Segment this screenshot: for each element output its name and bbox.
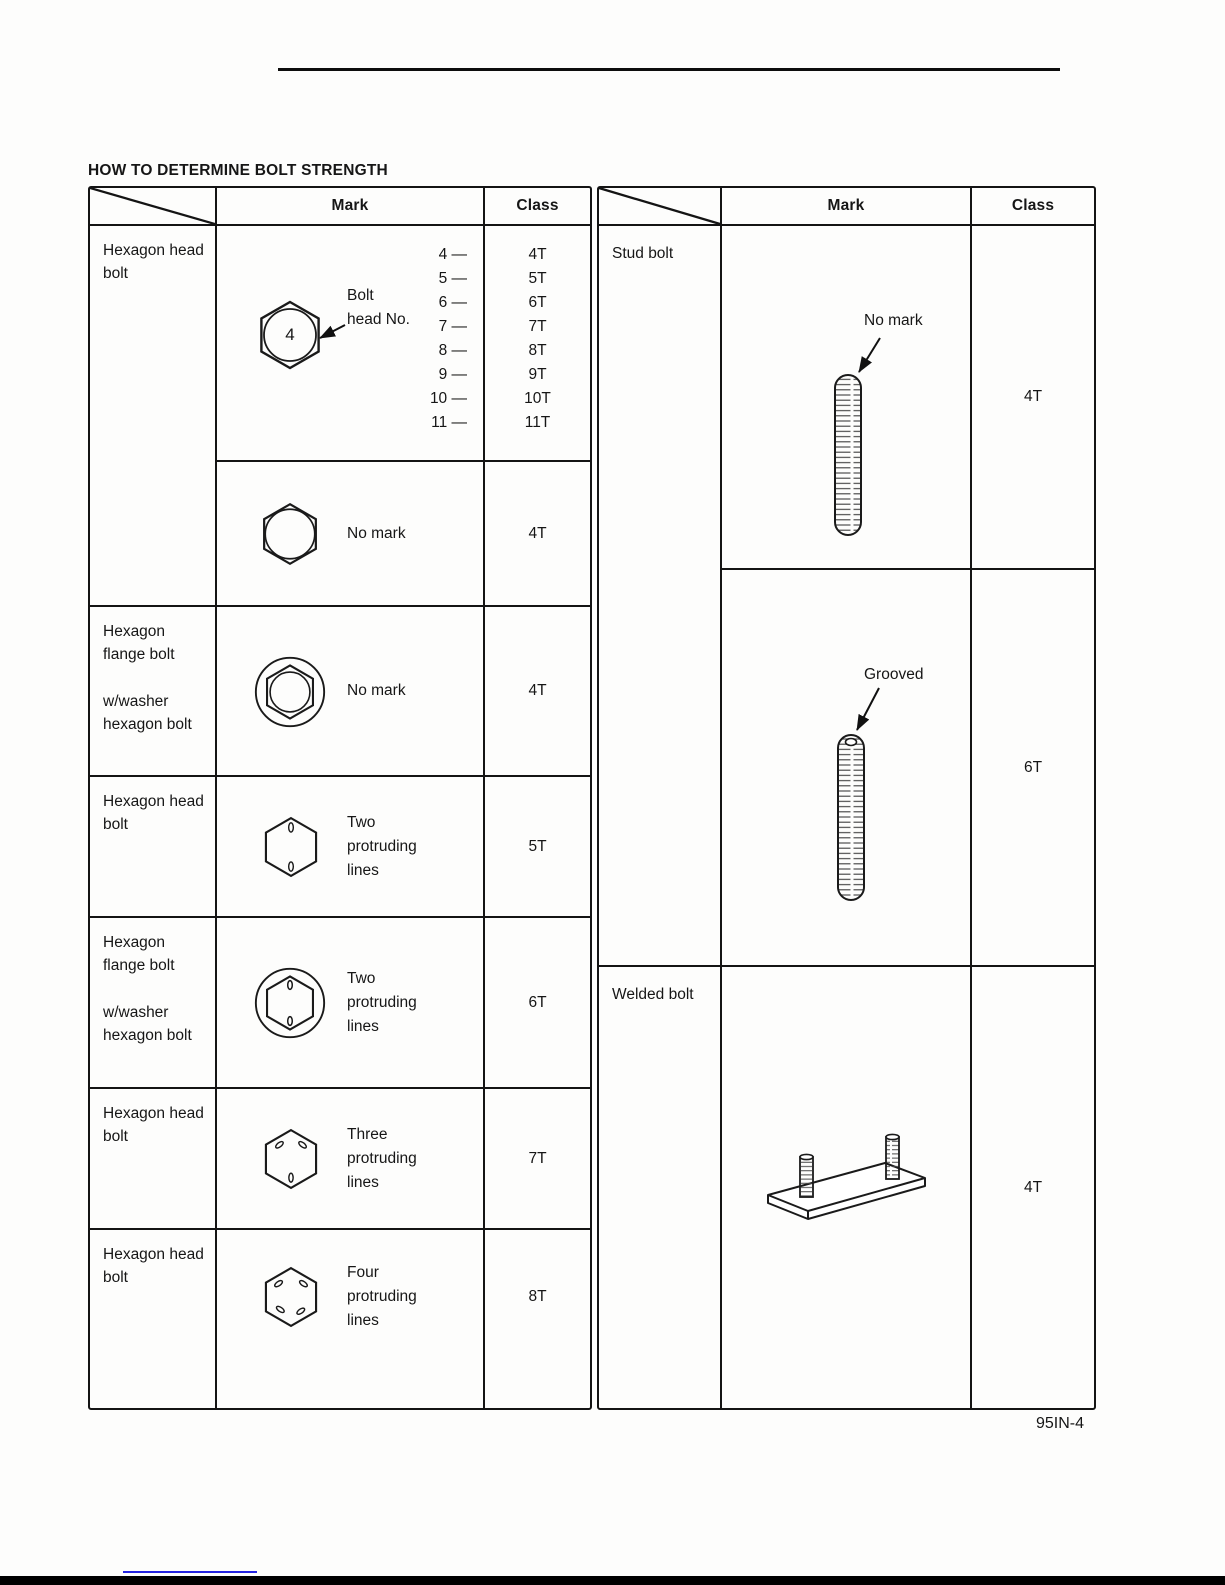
class-value: 7T [528,318,547,335]
welded-bolt-icon [722,967,972,1408]
mark-cell-four-lines [217,1230,485,1408]
class-cell-bolt-head-number [485,226,590,462]
mark-cell-two-lines [217,777,485,918]
row-label-text: Welded bolt [612,986,694,1003]
diagonal-line-icon [599,188,720,224]
row-label-hexagon-head-bolt [90,226,217,607]
row-label-text: Hexagon head bolt [103,242,204,282]
row-label-text: Hexagon flange bolt [103,623,175,663]
mark-cell-stud-grooved [722,570,972,967]
row-label-text: Hexagon head bolt [103,1246,204,1286]
bolt-number: 11 — [431,414,467,431]
class-column-header: Class [485,188,590,226]
row-label-text: Hexagon head bolt [103,1105,204,1145]
class-list [485,243,590,435]
row-label-text: Hexagon head bolt [103,793,204,833]
mark-cell-welded-bolt [722,967,972,1408]
class-cell: 5T [485,777,590,918]
row-label-hexagon-head-bolt [90,777,217,918]
class-cell: 7T [485,1089,590,1230]
class-cell-wrap [485,1230,590,1408]
mark-cell-flange-two-lines [217,918,485,1089]
bolt-number: 6 — [438,294,467,311]
row-label-hexagon-head-bolt [90,1089,217,1230]
mark-label: Grooved [864,666,924,683]
class-column-header: Class [972,188,1094,226]
mark-label: Two protruding lines [347,813,417,879]
annotation-line: head No. [347,311,410,328]
stud-bolt-grooved-icon [722,570,972,967]
mark-cell-hexagon-no-mark [217,462,485,607]
annotation-line: Bolt [347,287,374,304]
class-value: 10T [524,390,551,407]
class-value: 8T [528,342,547,359]
row-label-welded-bolt [599,967,722,1408]
mark-column-header: Mark [217,188,485,226]
row-label-hexagon-flange-bolt [90,607,217,777]
class-value: 6T [528,294,547,311]
mark-label: No mark [347,682,406,699]
mark-label: No mark [864,312,923,329]
class-value: 5T [528,270,547,287]
hexagon-no-mark-icon [257,501,323,567]
bolt-number: 5 — [438,270,467,287]
bolt-table-left [88,186,592,1410]
class-value: 9T [528,366,547,383]
class-value: 11T [524,414,551,431]
mark-label: Four protruding lines [347,1264,417,1329]
bolt-table-right [597,186,1096,1410]
bolt-number: 10 — [429,390,467,407]
header-corner-cell [90,188,217,226]
bolt-head-annotation [347,284,410,332]
mark-column-header: Mark [722,188,972,226]
row-label-hexagon-head-bolt [90,1230,217,1408]
mark-cell-three-lines [217,1089,485,1230]
flange-no-mark-icon [253,655,327,729]
bolt-number: 9 — [438,366,467,383]
row-label-text: Stud bolt [612,245,674,262]
bolt-number: 4 — [438,246,467,263]
class-cell: 6T [972,570,1094,967]
bolt-number: 7 — [438,318,467,335]
class-cell: 4T [972,226,1094,570]
stud-bolt-icon [722,226,972,570]
row-label-hexagon-flange-bolt [90,918,217,1089]
page-number: 95IN-4 [1036,1415,1085,1432]
bolt-number-list [430,243,467,435]
row-label-text-2: w/washer hexagon bolt [103,1004,192,1044]
page-title: HOW TO DETERMINE BOLT STRENGTH [88,162,388,179]
mark-label: Two protruding lines [347,969,417,1035]
top-rule [278,68,1060,71]
bolt-number: 8 — [438,342,467,359]
hexagon-two-lines-icon [259,815,323,879]
mark-cell-stud-no-mark [722,226,972,570]
flange-two-lines-icon [253,966,327,1040]
mark-label: Three protruding lines [347,1125,417,1191]
row-label-stud-bolt [599,226,722,967]
class-cell: 4T [485,607,590,777]
hexagon-three-lines-icon [259,1127,323,1191]
bottom-edge-bar [0,1576,1225,1585]
class-cell: 8T [528,1288,547,1305]
row-label-text: Hexagon flange bolt [103,934,175,974]
header-corner-cell [599,188,722,226]
row-label-text-2: w/washer hexagon bolt [103,693,192,733]
bolt-head-number: 4 [285,325,295,344]
hexagon-four-lines-icon [259,1265,323,1329]
mark-cell-bolt-head-number [217,226,485,462]
diagonal-line-icon [90,188,215,224]
footer-link-underline[interactable] [123,1571,257,1573]
mark-label: No mark [347,524,406,542]
class-cell: 4T [1023,1178,1043,1196]
mark-cell-flange-no-mark [217,607,485,777]
class-cell: 4T [485,462,590,607]
class-value: 4T [528,246,547,263]
class-cell: 6T [485,918,590,1089]
